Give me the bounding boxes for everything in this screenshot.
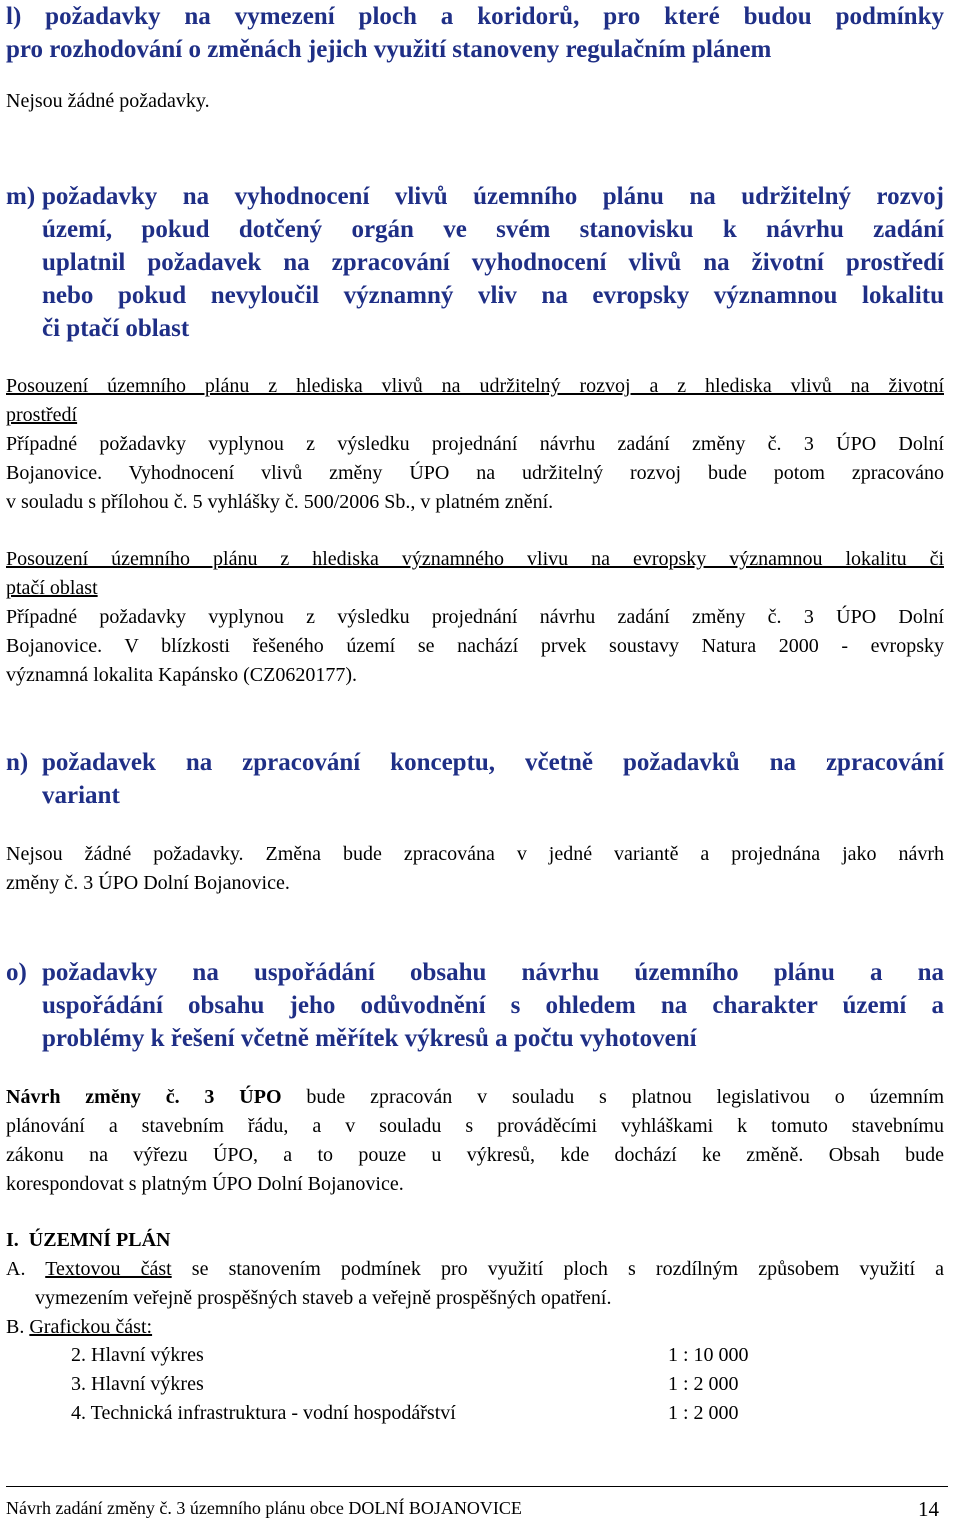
item-a [6,1255,944,1313]
section-m-sub2-title [6,545,944,603]
drawing-name: 3. Hlavní výkres [71,1373,204,1395]
section-o-text-line: plánování a stavebním řádu, a v souladu s prováděcími vyhláškami k tomuto stavebnímu [6,1115,944,1137]
section-n-heading-line: variant [42,782,120,809]
section-o-heading-line: uspořádání obsahu jeho odůvodnění s ohledem na charakter území a [42,992,944,1019]
section-o-marker: o) [6,959,27,986]
section-l-text [6,87,944,116]
drawing-scale: 1 : 2 000 [668,1373,739,1395]
section-o-text-line: zákonu na výřezu ÚPO, a to pouze u výkresů, kde dochází ke změně. Obsah bude [6,1144,944,1166]
footer-divider [6,1486,948,1487]
sub2-title-line: ptačí oblast [6,577,98,599]
section-m-marker: m) [6,183,36,210]
section-l-heading [6,0,944,66]
sub1-title-line: Posouzení územního plánu z hlediska vlivů na udržitelný rozvoj a z hlediska vlivů na životní [6,375,944,397]
section-o-heading [6,956,944,1055]
item-a-underlined: Textovou část [45,1258,172,1280]
sub2-text-line: Bojanovice. V blízkosti řešeného území se nachází prvek soustavy Natura 2000 - evropsky [6,635,944,657]
plan-title [6,1226,944,1255]
section-o-text-rest: bude zpracován v souladu s platnou legislativou o územním [281,1086,945,1108]
sub1-text-line: Případné požadavky vyplynou z výsledku projednání návrhu zadání změny č. 3 ÚPO Dolní [6,433,944,455]
section-m-heading-line: nebo pokud nevyloučil významný vliv na evropsky významnou lokalitu [42,282,944,309]
section-l-heading-line1: l) požadavky na vymezení ploch a koridorů, pro které budou podmínky [6,3,944,30]
section-o-heading-line: požadavky na uspořádání obsahu návrhu územního plánu a na [42,959,944,986]
section-o-text [6,1083,944,1199]
page-number: 14 [918,1497,939,1521]
section-n-text [6,840,944,898]
footer-text: Návrh zadání změny č. 3 územního plánu obce DOLNÍ BOJANOVICE [6,1498,522,1518]
sub1-text-line: Bojanovice. Vyhodnocení vlivů změny ÚPO na udržitelný rozvoj bude potom zpracováno [6,462,944,484]
section-m-heading [6,180,944,345]
section-n-text-line: Nejsou žádné požadavky. Změna bude zpracována v jedné variantě a projednána jako návrh [6,843,944,865]
item-b-underlined: Grafickou část: [29,1316,153,1338]
section-m-heading-line: uplatnil požadavek na zpracování vyhodnocení vlivů na životní prostředí [42,249,944,276]
drawing-name: 2. Hlavní výkres [71,1344,204,1366]
section-m-sub1-title [6,372,944,430]
sub2-title-line: Posouzení územního plánu z hlediska významného vlivu na evropsky významnou lokalitu či [6,548,944,570]
item-b-prefix: B. [6,1316,25,1338]
section-m-sub1-text [6,430,944,517]
section-m-heading-line: území, pokud dotčený orgán ve svém stanovisku k návrhu zadání [42,216,944,243]
plan-title-text: I. ÚZEMNÍ PLÁN [6,1229,171,1251]
drawing-scale: 1 : 2 000 [668,1402,739,1424]
item-a-rest: se stanovením podmínek pro využití ploch s rozdílným způsobem využití a [171,1258,944,1280]
drawing-name: 4. Technická infrastruktura - vodní hospodářství [71,1402,456,1424]
section-o-heading-line: problémy k řešení včetně měřítek výkresů a počtu vyhotovení [42,1025,697,1052]
section-l-heading-line2: pro rozhodování o změnách jejich využití stanoveny regulačním plánem [6,36,772,63]
section-l-text-line: Nejsou žádné požadavky. [6,90,210,112]
section-n-marker: n) [6,749,29,776]
item-b [6,1313,944,1342]
section-n-text-line: změny č. 3 ÚPO Dolní Bojanovice. [6,872,290,894]
section-m-heading-line: požadavky na vyhodnocení vlivů územního plánu na udržitelný rozvoj [42,183,944,210]
sub1-text-line: v souladu s přílohou č. 5 vyhlášky č. 500/2006 Sb., v platném znění. [6,491,554,513]
sub2-text-line: Případné požadavky vyplynou z výsledku projednání návrhu zadání změny č. 3 ÚPO Dolní [6,606,944,628]
sub1-title-line: prostředí [6,404,78,426]
section-n-heading-line: požadavek na zpracování konceptu, včetně požadavků na zpracování [42,749,944,776]
section-m-heading-line: či ptačí oblast [42,315,190,342]
section-m-sub2-text [6,603,944,690]
section-o-bold-lead: Návrh změny č. 3 ÚPO [6,1086,282,1108]
section-n-heading [6,746,944,812]
item-a-line2: vymezením veřejně prospěšných staveb a veřejně prospěšných opatření. [35,1287,612,1309]
drawing-scale: 1 : 10 000 [668,1344,749,1366]
sub2-text-line: významná lokalita Kapánsko (CZ0620177). [6,664,358,686]
item-a-prefix: A. [6,1258,26,1280]
section-o-text-line: korespondovat s platným ÚPO Dolní Bojanovice. [6,1173,404,1195]
